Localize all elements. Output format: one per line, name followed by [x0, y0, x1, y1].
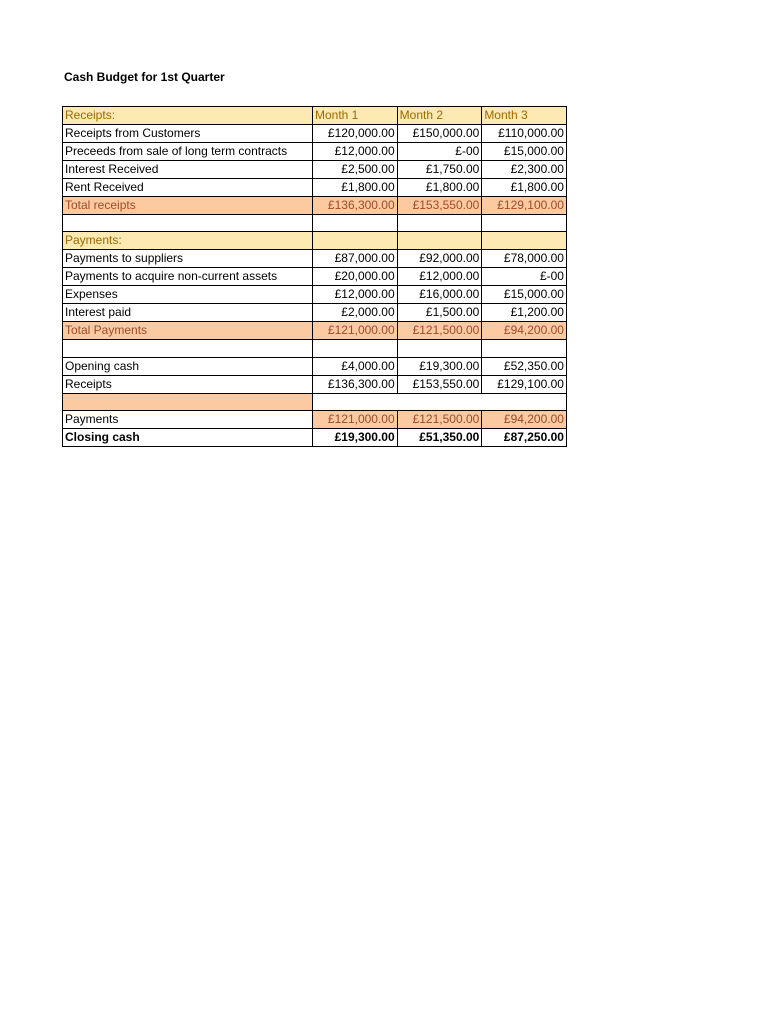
cell-value[interactable]: £15,000.00	[482, 286, 567, 304]
cell-value[interactable]: £52,350.00	[482, 357, 567, 375]
row-label[interactable]: Expenses	[63, 286, 313, 304]
cell-value[interactable]: £87,000.00	[313, 250, 398, 268]
total-receipts-label[interactable]: Total receipts	[63, 197, 313, 215]
receipts-header-label[interactable]: Receipts:	[63, 107, 313, 125]
row-label[interactable]: Payments	[63, 411, 313, 429]
summary-payments-row	[63, 411, 567, 429]
payments-header-row	[63, 232, 567, 250]
cell-value[interactable]: £1,800.00	[397, 179, 482, 197]
row-label[interactable]: Payments to acquire non-current assets	[63, 268, 313, 286]
blank-row	[63, 393, 567, 410]
blank-row	[63, 340, 567, 357]
empty-cell[interactable]	[313, 393, 398, 410]
cell-value[interactable]: £4,000.00	[313, 357, 398, 375]
empty-cell[interactable]	[397, 340, 482, 357]
row-label[interactable]: Payments to suppliers	[63, 250, 313, 268]
cell-value[interactable]: £20,000.00	[313, 268, 398, 286]
cell-value[interactable]: £-00	[397, 143, 482, 161]
cell-value[interactable]: £129,100.00	[482, 375, 567, 393]
cell-value[interactable]: £2,300.00	[482, 161, 567, 179]
empty-cell[interactable]	[397, 232, 482, 250]
empty-cell[interactable]	[482, 215, 567, 232]
cell-value[interactable]: £94,200.00	[482, 322, 567, 340]
row-label[interactable]: Rent Received	[63, 179, 313, 197]
cell-value[interactable]: £51,350.00	[397, 429, 482, 447]
cell-value[interactable]: £1,200.00	[482, 304, 567, 322]
cell-value[interactable]: £150,000.00	[397, 125, 482, 143]
cell-value[interactable]: £15,000.00	[482, 143, 567, 161]
summary-receipts-row	[63, 375, 567, 393]
table-row	[63, 161, 567, 179]
table-row	[63, 179, 567, 197]
cell-value[interactable]: £12,000.00	[313, 286, 398, 304]
total-payments-label[interactable]: Total Payments	[63, 322, 313, 340]
cell-value[interactable]: £1,800.00	[313, 179, 398, 197]
table-row	[63, 250, 567, 268]
cell-value[interactable]: £121,000.00	[313, 411, 398, 429]
opening-cash-row	[63, 357, 567, 375]
page-title: Cash Budget for 1st Quarter	[64, 70, 225, 84]
closing-cash-row	[63, 429, 567, 447]
empty-cell[interactable]	[63, 340, 313, 357]
row-label[interactable]: Interest Received	[63, 161, 313, 179]
cell-value[interactable]: £12,000.00	[397, 268, 482, 286]
month-3-header[interactable]: Month 3	[482, 107, 567, 125]
empty-cell[interactable]	[482, 393, 567, 410]
cell-value[interactable]: £153,550.00	[397, 197, 482, 215]
cell-value[interactable]: £94,200.00	[482, 411, 567, 429]
cell-value[interactable]: £2,500.00	[313, 161, 398, 179]
cell-value[interactable]: £1,500.00	[397, 304, 482, 322]
empty-cell[interactable]	[63, 393, 313, 410]
cell-value[interactable]: £78,000.00	[482, 250, 567, 268]
cash-budget-table	[62, 106, 567, 447]
row-label[interactable]: Interest paid	[63, 304, 313, 322]
empty-cell[interactable]	[482, 232, 567, 250]
empty-cell[interactable]	[482, 340, 567, 357]
cell-value[interactable]: £129,100.00	[482, 197, 567, 215]
month-2-header[interactable]: Month 2	[397, 107, 482, 125]
cell-value[interactable]: £2,000.00	[313, 304, 398, 322]
cell-value[interactable]: £12,000.00	[313, 143, 398, 161]
row-label[interactable]: Preceeds from sale of long term contracts	[63, 143, 313, 161]
month-1-header[interactable]: Month 1	[313, 107, 398, 125]
receipts-header-row	[63, 107, 567, 125]
cell-value[interactable]: £19,300.00	[313, 429, 398, 447]
row-label[interactable]: Receipts	[63, 375, 313, 393]
cell-value[interactable]: £110,000.00	[482, 125, 567, 143]
table-row	[63, 268, 567, 286]
cell-value[interactable]: £-00	[482, 268, 567, 286]
cell-value[interactable]: £87,250.00	[482, 429, 567, 447]
row-label[interactable]: Closing cash	[63, 429, 313, 447]
cell-value[interactable]: £1,800.00	[482, 179, 567, 197]
blank-row	[63, 215, 567, 232]
empty-cell[interactable]	[63, 215, 313, 232]
cell-value[interactable]: £136,300.00	[313, 375, 398, 393]
cell-value[interactable]: £1,750.00	[397, 161, 482, 179]
table-row	[63, 304, 567, 322]
cell-value[interactable]: £19,300.00	[397, 357, 482, 375]
table-row	[63, 286, 567, 304]
cell-value[interactable]: £121,500.00	[397, 322, 482, 340]
empty-cell[interactable]	[313, 340, 398, 357]
table-row	[63, 125, 567, 143]
total-payments-row	[63, 322, 567, 340]
row-label[interactable]: Opening cash	[63, 357, 313, 375]
empty-cell[interactable]	[313, 215, 398, 232]
payments-header-label[interactable]: Payments:	[63, 232, 313, 250]
cell-value[interactable]: £121,500.00	[397, 411, 482, 429]
empty-cell[interactable]	[313, 232, 398, 250]
cell-value[interactable]: £136,300.00	[313, 197, 398, 215]
empty-cell[interactable]	[397, 215, 482, 232]
row-label[interactable]: Receipts from Customers	[63, 125, 313, 143]
cell-value[interactable]: £120,000.00	[313, 125, 398, 143]
empty-cell[interactable]	[397, 393, 482, 410]
cell-value[interactable]: £121,000.00	[313, 322, 398, 340]
cell-value[interactable]: £92,000.00	[397, 250, 482, 268]
table-row	[63, 143, 567, 161]
cell-value[interactable]: £16,000.00	[397, 286, 482, 304]
cell-value[interactable]: £153,550.00	[397, 375, 482, 393]
total-receipts-row	[63, 197, 567, 215]
